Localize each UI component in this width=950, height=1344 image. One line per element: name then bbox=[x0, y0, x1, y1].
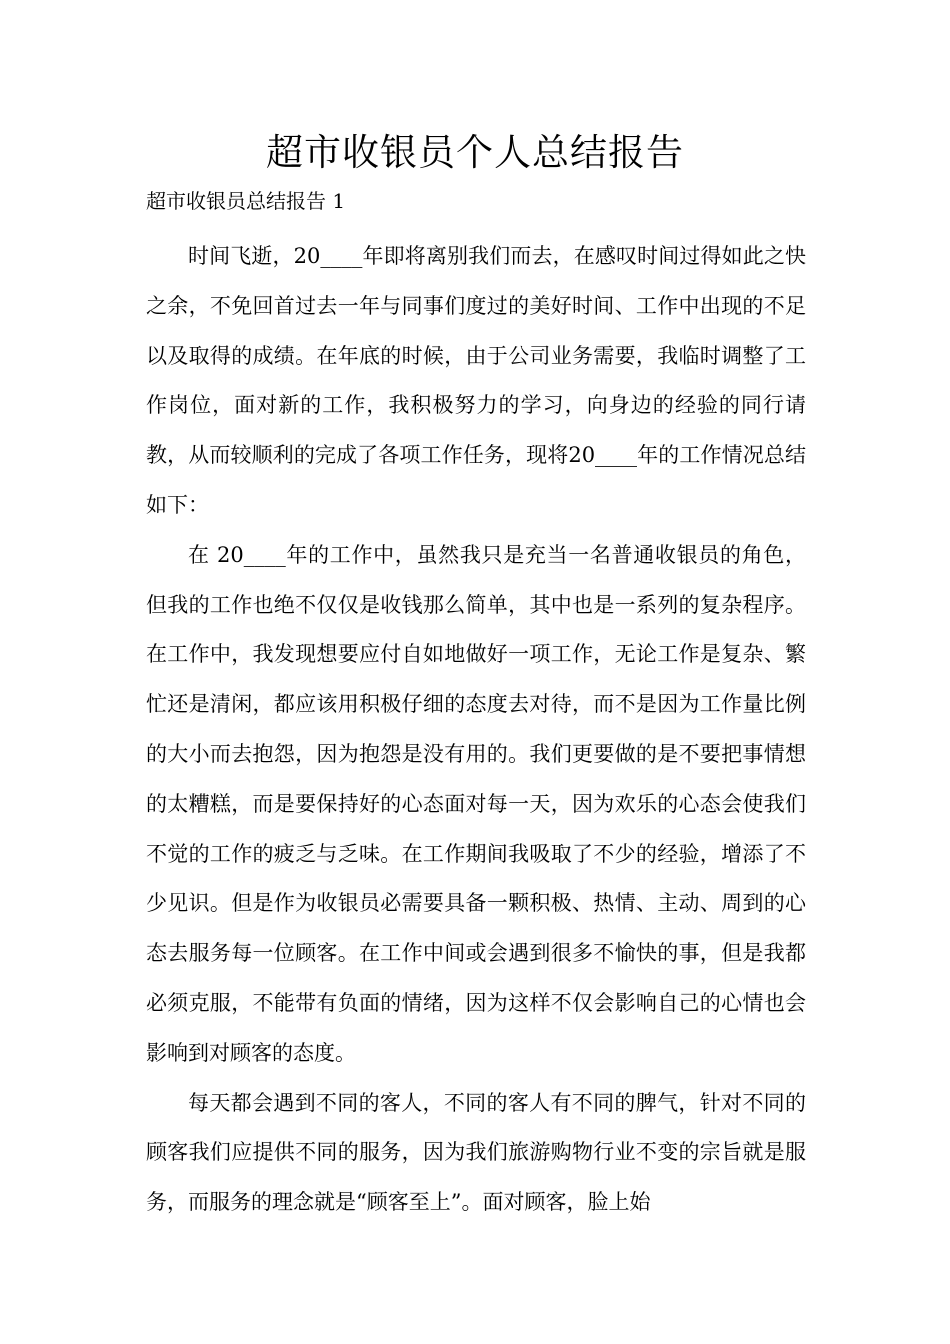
paragraph-1: 时间飞逝，20____年即将离别我们而去，在感叹时间过得如此之快之余，不免回首过去一年与同事们度过的美好时间、工作中出现的不足以及取得的成绩。在年底的时候，由于公司业务需要，我临时调整了工作岗位，面对新的工作，我积极努力的学习，向身边的经验的同行请教，从而较顺利的完成了各项工作任务，现将20____年的工作情况总结如下： bbox=[146, 244, 806, 517]
section-subtitle: 超市收银员总结报告 1 bbox=[146, 189, 346, 213]
paragraph-2: 在 20____年的工作中，虽然我只是充当一名普通收银员的角色，但我的工作也绝不仅仅是收钱那么简单，其中也是一系列的复杂程序。在工作中，我发现想要应付自如地做好一项工作，无论工作是复杂、繁忙还是清闲，都应该用积极仔细的态度去对待，而不是因为工作量比例的大小而去抱怨，因为抱怨是没有用的。我们更要做的是不要把事情想的太糟糕，而是要保持好的心态面对每一天，因为欢乐的心态会使我们不觉的工作的疲乏与乏味。在工作期间我吸取了不少的经验，增添了不少见识。但是作为收银员必需要具备一颗积极、热情、主动、周到的心态去服务每一位顾客。在工作中间或会遇到很多不愉快的事，但是我都必须克服，不能带有负面的情绪，因为这样不仅会影响自己的心情也会影响到对顾客的态度。 bbox=[146, 542, 806, 1065]
paragraph-3: 每天都会遇到不同的客人，不同的客人有不同的脾气，针对不同的顾客我们应提供不同的服务，因为我们旅游购物行业不变的宗旨就是服务，而服务的理念就是“顾客至上”。面对顾客，脸上始 bbox=[146, 1090, 806, 1215]
document-title: 超市收银员个人总结报告 bbox=[266, 131, 684, 174]
document-body bbox=[146, 232, 806, 1228]
